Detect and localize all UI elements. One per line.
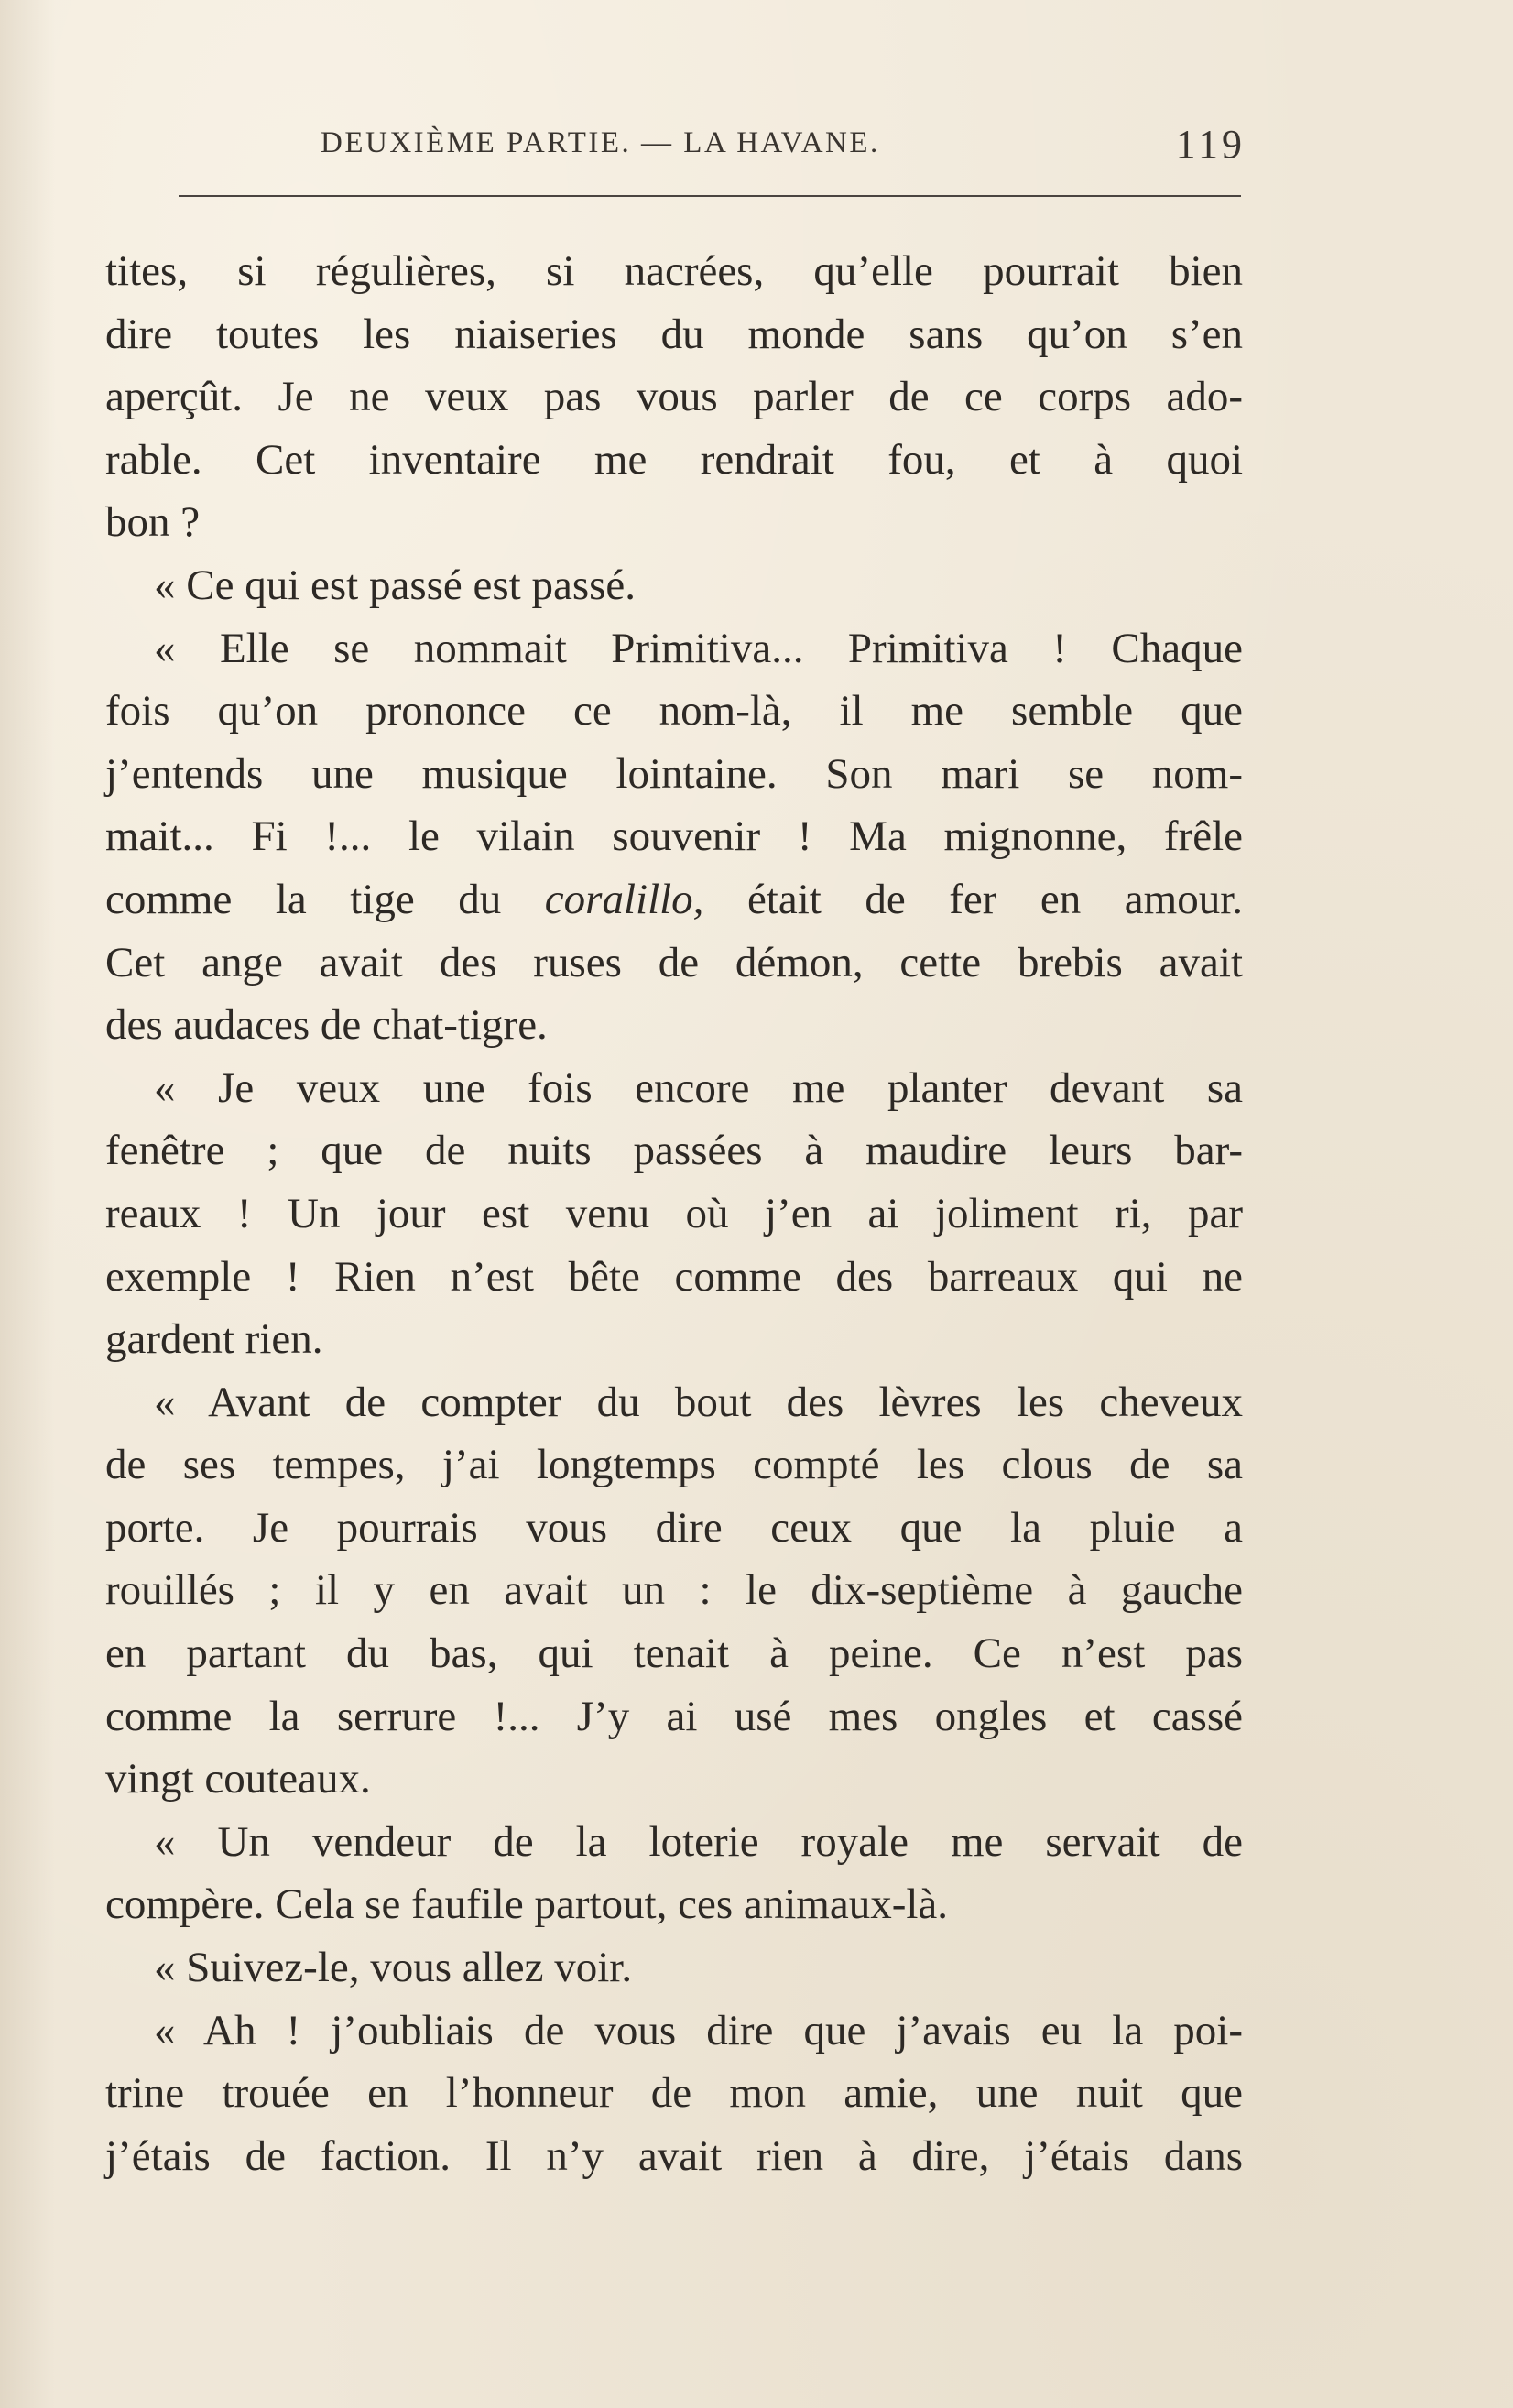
text-line: de ses tempes, j’ai longtemps compté les clous de sa xyxy=(105,1441,1243,1489)
page-number: 119 xyxy=(1175,122,1246,167)
text-line: « Ah ! j’oubliais de vous dire que j’avais eu la poi- xyxy=(154,2006,1243,2054)
body-text xyxy=(105,240,1243,2187)
text-line: compère. Cela se faufile partout, ces animaux-là. xyxy=(105,1880,949,1929)
text-line: j’étais de faction. Il n’y avait rien à dire, j’étais dans xyxy=(105,2131,1243,2180)
text-line: trine trouée en l’honneur de mon amie, une nuit que xyxy=(105,2069,1243,2118)
text-line: bon ? xyxy=(105,498,201,547)
text-line: « Suivez-le, vous allez voir. xyxy=(154,1944,633,1992)
text-line: « Avant de compter du bout des lèvres les cheveux xyxy=(154,1378,1243,1426)
text-line: rouillés ; il y en avait un : le dix-septième à gauche xyxy=(105,1566,1243,1615)
text-line: porte. Je pourrais vous dire ceux que la pluie a xyxy=(105,1503,1243,1552)
text-line: comme la serrure !... J’y ai usé mes ongles et cassé xyxy=(105,1692,1243,1740)
page-gutter-shadow xyxy=(0,0,55,2408)
text-line: reaux ! Un jour est venu où j’en ai joliment ri, par xyxy=(105,1189,1243,1237)
text-line: Cet ange avait des ruses de démon, cette brebis avait xyxy=(105,938,1243,986)
text-line: « Ce qui est passé est passé. xyxy=(154,561,637,609)
text-line: fenêtre ; que de nuits passées à maudire leurs bar- xyxy=(105,1127,1243,1175)
text-line: vingt couteaux. xyxy=(105,1755,371,1803)
text-line: dire toutes les niaiseries du monde sans qu’on s’en xyxy=(105,310,1243,358)
running-head xyxy=(321,117,1246,172)
text-line: gardent rien. xyxy=(105,1315,323,1364)
text-line: « Je veux une fois encore me planter devant sa xyxy=(154,1063,1243,1112)
text-line: en partant du bas, qui tenait à peine. Ce n’est pas xyxy=(105,1629,1243,1678)
text-line: mait... Fi !... le vilain souvenir ! Ma mignonne, frêle xyxy=(105,812,1243,861)
text-line: j’entends une musique lointaine. Son mari se nom- xyxy=(105,749,1243,798)
running-title: DEUXIÈME PARTIE. — LA HAVANE. xyxy=(321,126,880,159)
text-line: tites, si régulières, si nacrées, qu’elle pourrait bien xyxy=(105,247,1243,295)
text-segment: était de fer en amour. xyxy=(703,875,1244,923)
text-line: rable. Cet inventaire me rendrait fou, et à quoi xyxy=(105,435,1243,484)
text-line: fois qu’on prononce ce nom-là, il me semble que xyxy=(105,687,1243,735)
header-rule xyxy=(179,195,1241,197)
text-line: « Un vendeur de la loterie royale me servait de xyxy=(154,1817,1243,1866)
italic-word: coralillo, xyxy=(544,875,704,923)
text-segment: comme la tige du xyxy=(105,875,545,923)
text-line: des audaces de chat-tigre. xyxy=(105,1001,548,1050)
text-line: aperçût. Je ne veux pas vous parler de ce corps ado- xyxy=(105,373,1243,421)
text-line: « Elle se nommait Primitiva... Primitiva ! Chaque xyxy=(154,624,1243,672)
text-line-italic xyxy=(105,868,1243,932)
text-line: exemple ! Rien n’est bête comme des barreaux qui ne xyxy=(105,1252,1243,1301)
